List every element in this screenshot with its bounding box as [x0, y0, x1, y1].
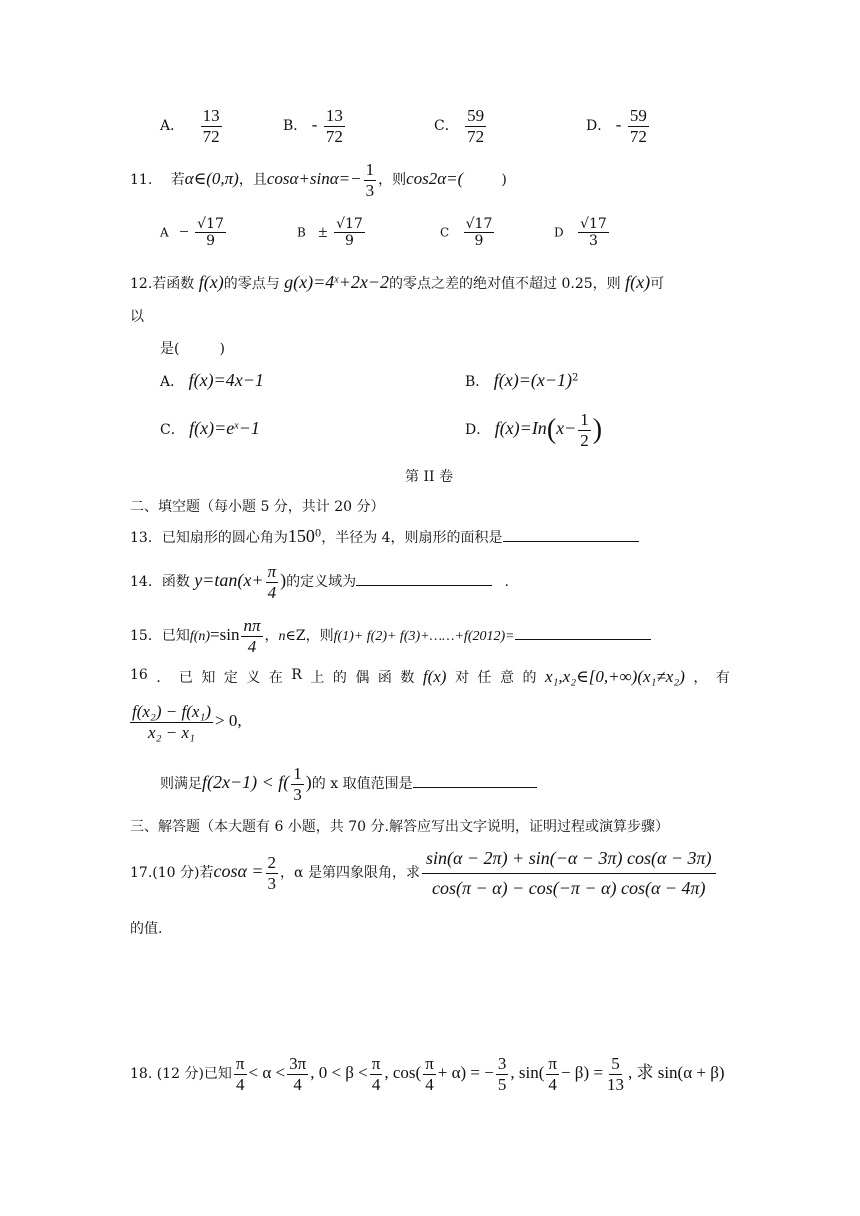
q12-continuation: 以	[130, 309, 144, 325]
option-label: A．	[160, 118, 185, 135]
section-heading: 二、填空题（每小题 5 分，共计 20 分）	[130, 499, 385, 515]
option-label: D．	[586, 118, 612, 135]
answer-blank[interactable]	[503, 541, 639, 542]
q16-ask: 则满足f(2x−1) < f( $\frac{1}{3}$ )的 x 取值范围是	[160, 764, 537, 804]
q12-paren: 是( )	[160, 341, 225, 357]
q17: 17.(10 分)若cosα = $\frac{2}{3}$ ，α 是第四象限角，求 $\frac{\sin(\alpha - 2\pi) + \sin(-\alpha - 3\pi) \cos(\alpha - 3\pi)}{\cos(\pi - \alpha) - \cos(-\pi - \alpha) \cos(\alpha - 4\pi)}$	[130, 848, 718, 898]
question-number: 12.	[130, 276, 153, 292]
fraction: $\frac{1}{3}$	[365, 160, 375, 200]
q14: 14．函数 y=tan(x+ $\frac{\pi}{4}$ )的定义域为 .	[130, 562, 509, 602]
fraction: $\frac{\pi}{4}$	[235, 1054, 245, 1094]
fraction: $\frac{√17}{9}$	[465, 216, 493, 250]
fraction: $\frac{\text{f(x₂) − f(x₁)}}{\text{x₂ − x₁}}$	[132, 702, 211, 742]
sign: -	[311, 115, 318, 135]
fraction: $\frac{\pi}{4}$	[267, 562, 277, 602]
fraction: $\frac{59}{72}$	[629, 106, 647, 146]
q12-option-b: B． $f(x)=(x-1)^2$	[465, 370, 579, 390]
fraction: $\frac{\pi}{4}$	[371, 1054, 381, 1094]
fraction: $\frac{59}{72}$	[467, 106, 485, 146]
fraction: $\frac{13}{72}$	[202, 106, 220, 146]
q12-stem: 12.若函数 f(x)的零点与 $g(x)=4^x+2x-2$的零点之差的绝对值不超过 0.25，则 f(x)可	[130, 272, 665, 292]
sign: -	[615, 115, 622, 135]
q10-option-d	[586, 106, 651, 146]
q11-option-c: C $\frac{√17}{9}$	[440, 216, 493, 250]
fraction: $\frac{3\pi}{4}$	[289, 1054, 307, 1094]
q10-option-c	[434, 106, 488, 146]
answer-blank[interactable]	[515, 639, 651, 640]
section-heading: 三、解答题（本大题有 6 小题，共 70 分.解答应写出文字说明，证明过程或演算步骤）	[130, 819, 669, 835]
option-label: C．	[434, 118, 459, 135]
question-number: 11.	[130, 172, 153, 189]
q17-tail: 的值.	[130, 921, 163, 937]
fraction: $\frac{\pi}{4}$	[425, 1054, 434, 1094]
fraction: $\frac{n\pi}{4}$	[243, 616, 261, 656]
q15: 15．已知f(n)=sin $\frac{n\pi}{4}$ ，n∈Z，则f(1)+ f(2)+ f(3)+……+f(2012)=	[130, 616, 651, 656]
option-label: B．	[283, 118, 308, 135]
big-fraction: $\frac{\sin(\alpha - 2\pi) + \sin(-\alpha - 3\pi) \cos(\alpha - 3\pi)}{\cos(\pi - \alpha) - \cos(-\pi - \alpha) \cos(\alpha - 4\pi)}$	[422, 848, 716, 898]
fraction: $\frac{2}{3}$	[267, 853, 277, 893]
fraction: $\frac{3}{5}$	[497, 1054, 507, 1094]
fraction: $\frac{√17}{3}$	[580, 216, 607, 250]
fraction: $\frac{5}{13}$	[606, 1054, 624, 1094]
q12-option-d: D． f(x)=In(x− $\frac{1}{2}$ )	[465, 410, 603, 450]
q11-option-b: B ± $\frac{√17}{9}$	[297, 216, 363, 250]
fraction: $\frac{1}{3}$	[293, 764, 302, 804]
q12-option-a: A． f(x)=4x−1	[160, 370, 264, 390]
q16-line1: 16 ． 已 知 定 义 在 R 上 的 偶 函 数 f(x) 对 任 意 的 x₁,x₂∈[0,+∞)(x₁≠x₂) ， 有	[130, 667, 730, 686]
q12-option-c: C． $f(x)=e^x-1$	[160, 418, 260, 438]
answer-blank[interactable]	[356, 585, 492, 586]
fraction: $\frac{√17}{9}$	[197, 216, 224, 250]
q11-option-d: D $\frac{√17}{3}$	[554, 216, 607, 250]
q10-option-b	[283, 106, 347, 146]
q10-option-a	[160, 106, 224, 146]
fraction: $\frac{√17}{9}$	[336, 216, 363, 250]
section-title: 第 II 卷	[405, 469, 453, 485]
q18: 18. (12 分)已知 $\frac{\pi}{4}$ < α < $\frac{3\pi}{4}$ , 0 < β < $\frac{\pi}{4}$ , cos( $\frac{\pi}{4}$ + α) = − $\frac{3}{5}$ , sin( $\frac{\pi}{4}$ − β) = $\frac{5}{13}$ , 求 sin(α + β)	[130, 1054, 725, 1094]
q11-stem: 11. 若α∈(0,π)，且cosα+sinα=− $\frac{1}{3}$ ，则cos2α=( )	[130, 160, 507, 200]
fraction: $\frac{13}{72}$	[325, 106, 343, 146]
fraction: $\frac{1}{2}$	[580, 410, 589, 450]
q11-option-a: A − $\frac{√17}{9}$	[160, 216, 224, 250]
q13: 13．已知扇形的圆心角为$150^0$，半径为 4，则扇形的面积是	[130, 526, 639, 547]
answer-blank[interactable]	[413, 787, 537, 788]
fraction: $\frac{\pi}{4}$	[548, 1054, 557, 1094]
q16-condition: $\frac{\text{f(x₂) − f(x₁)}}{\text{x₂ − x₁}}$ > 0,	[132, 702, 242, 742]
